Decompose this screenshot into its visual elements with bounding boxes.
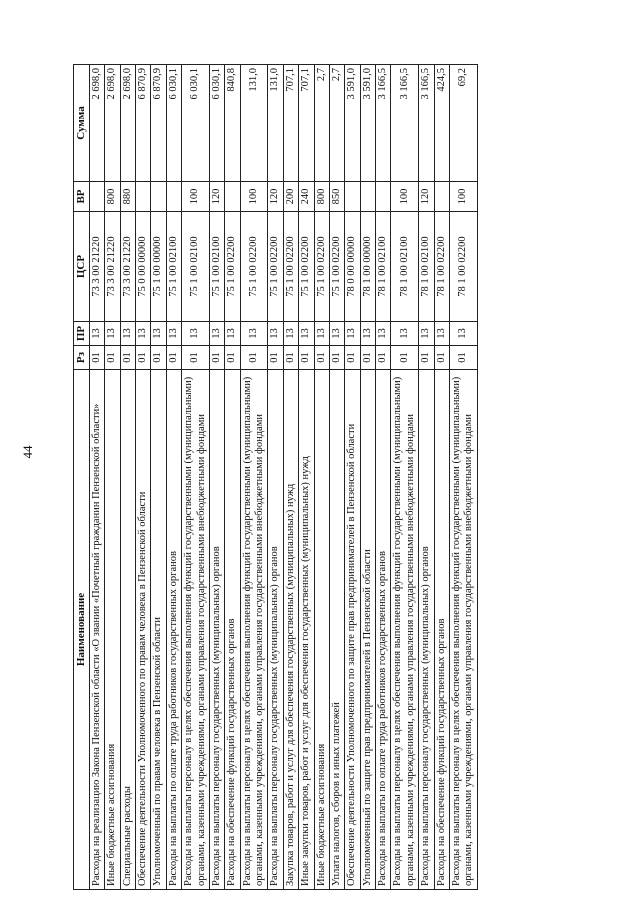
- cell-sum: 3 166,5: [376, 65, 391, 182]
- cell-name: Расходы на выплаты по оплате труда работников государственных органов: [376, 370, 391, 890]
- cell-pr: 13: [182, 322, 210, 346]
- header-csr: ЦСР: [74, 212, 90, 322]
- cell-rz: 01: [105, 346, 120, 370]
- cell-name: Расходы на выплаты персоналу государственных (муниципальных) органов: [209, 370, 224, 890]
- cell-pr: 13: [391, 322, 419, 346]
- budget-table: [73, 64, 478, 890]
- cell-pr: 13: [314, 322, 329, 346]
- cell-vr: 800: [314, 182, 329, 212]
- cell-csr: 73 3 00 21220: [105, 212, 120, 322]
- cell-csr: 78 1 00 00000: [360, 212, 375, 322]
- cell-rz: 01: [299, 346, 314, 370]
- header-pr: ПР: [74, 322, 90, 346]
- cell-pr: 13: [434, 322, 449, 346]
- table-row: [283, 65, 298, 890]
- cell-csr: 78 1 00 02100: [391, 212, 419, 322]
- cell-name: Расходы на выплаты персоналу в целях обеспечения выполнения функций государственными (муниципальными) органами, казенными учреждениями, органами управления государственными внебюджетными фондами: [449, 370, 477, 890]
- cell-sum: 840,8: [225, 65, 240, 182]
- cell-vr: 120: [209, 182, 224, 212]
- cell-pr: 13: [299, 322, 314, 346]
- cell-rz: 01: [329, 346, 344, 370]
- table-row: [105, 65, 120, 890]
- cell-name: Расходы на выплаты персоналу в целях обеспечения выполнения функций государственными (муниципальными) органами, казенными учреждениями, органами управления государственными внебюджетными фондами: [182, 370, 210, 890]
- cell-csr: 75 0 00 00000: [136, 212, 151, 322]
- cell-name: Расходы на выплаты персоналу государственных (муниципальных) органов: [419, 370, 434, 890]
- cell-name: Расходы на выплаты по оплате труда работников государственных органов: [166, 370, 181, 890]
- cell-sum: 424,5: [434, 65, 449, 182]
- cell-vr: [166, 182, 181, 212]
- cell-name: Расходы на обеспечение функций государственных органов: [434, 370, 449, 890]
- cell-csr: 75 1 00 02200: [268, 212, 283, 322]
- cell-name: Уполномоченный по правам человека в Пензенской области: [151, 370, 166, 890]
- table-row: [151, 65, 166, 890]
- cell-csr: 75 1 00 02200: [225, 212, 240, 322]
- table-row: [391, 65, 419, 890]
- cell-sum: 2,7: [329, 65, 344, 182]
- cell-csr: 78 1 00 02100: [419, 212, 434, 322]
- cell-sum: 3 166,5: [391, 65, 419, 182]
- table-row: [209, 65, 224, 890]
- cell-vr: [136, 182, 151, 212]
- cell-vr: [151, 182, 166, 212]
- cell-vr: [434, 182, 449, 212]
- cell-csr: 78 1 00 02200: [449, 212, 477, 322]
- cell-sum: 3 591,0: [360, 65, 375, 182]
- cell-rz: 01: [151, 346, 166, 370]
- cell-name: Обеспечение деятельности Уполномоченного по защите прав предпринимателей в Пензенской области: [345, 370, 360, 890]
- cell-pr: 13: [105, 322, 120, 346]
- table-row: [376, 65, 391, 890]
- table-row: [345, 65, 360, 890]
- cell-name: Иные бюджетные ассигнования: [105, 370, 120, 890]
- cell-rz: 01: [419, 346, 434, 370]
- cell-name: Специальные расходы: [120, 370, 135, 890]
- cell-rz: 01: [268, 346, 283, 370]
- cell-pr: 13: [419, 322, 434, 346]
- cell-name: Расходы на обеспечение функций государственных органов: [225, 370, 240, 890]
- cell-vr: 240: [299, 182, 314, 212]
- cell-sum: 707,1: [283, 65, 298, 182]
- cell-rz: 01: [283, 346, 298, 370]
- cell-csr: 75 1 00 02200: [314, 212, 329, 322]
- cell-sum: 6 030,1: [182, 65, 210, 182]
- cell-rz: 01: [434, 346, 449, 370]
- cell-rz: 01: [182, 346, 210, 370]
- cell-rz: 01: [225, 346, 240, 370]
- cell-sum: 6 030,1: [166, 65, 181, 182]
- cell-sum: 2,7: [314, 65, 329, 182]
- cell-name: Уплата налогов, сборов и иных платежей: [329, 370, 344, 890]
- cell-sum: 6 030,1: [209, 65, 224, 182]
- budget-table-container: [73, 65, 633, 890]
- cell-sum: 131,0: [268, 65, 283, 182]
- table-row: [166, 65, 181, 890]
- cell-csr: 75 1 00 02200: [329, 212, 344, 322]
- header-vr: ВР: [74, 182, 90, 212]
- cell-pr: 13: [268, 322, 283, 346]
- cell-csr: 78 1 00 02200: [434, 212, 449, 322]
- cell-sum: 3 591,0: [345, 65, 360, 182]
- cell-sum: 707,1: [299, 65, 314, 182]
- cell-pr: 13: [283, 322, 298, 346]
- cell-csr: 78 0 00 00000: [345, 212, 360, 322]
- cell-csr: 75 1 00 02200: [283, 212, 298, 322]
- page-number: 44: [20, 445, 35, 459]
- cell-pr: 13: [151, 322, 166, 346]
- cell-vr: [376, 182, 391, 212]
- cell-rz: 01: [360, 346, 375, 370]
- table-row: [240, 65, 268, 890]
- cell-pr: 13: [166, 322, 181, 346]
- cell-pr: 13: [360, 322, 375, 346]
- cell-sum: 131,0: [240, 65, 268, 182]
- cell-pr: 13: [120, 322, 135, 346]
- cell-csr: 75 1 00 02200: [240, 212, 268, 322]
- cell-rz: 01: [314, 346, 329, 370]
- cell-sum: 2 698,0: [89, 65, 104, 182]
- cell-rz: 01: [209, 346, 224, 370]
- cell-vr: [225, 182, 240, 212]
- cell-vr: 120: [419, 182, 434, 212]
- header-name: Наименование: [74, 370, 90, 890]
- cell-vr: 200: [283, 182, 298, 212]
- cell-vr: 100: [449, 182, 477, 212]
- cell-vr: 880: [120, 182, 135, 212]
- cell-name: Расходы на выплаты персоналу в целях обеспечения выполнения функций государственными (муниципальными) органами, казенными учреждениями, органами управления государственными внебюджетными фондами: [391, 370, 419, 890]
- cell-pr: 13: [209, 322, 224, 346]
- cell-sum: 6 870,9: [151, 65, 166, 182]
- cell-pr: 13: [345, 322, 360, 346]
- cell-sum: 2 698,0: [120, 65, 135, 182]
- cell-pr: 13: [449, 322, 477, 346]
- table-row: [360, 65, 375, 890]
- cell-sum: 69,2: [449, 65, 477, 182]
- cell-name: Расходы на реализацию Закона Пензенской области «О звании «Почетный гражданин Пензенской области»: [89, 370, 104, 890]
- cell-rz: 01: [391, 346, 419, 370]
- table-header-row: [74, 65, 90, 890]
- cell-rz: 01: [376, 346, 391, 370]
- table-row: [120, 65, 135, 890]
- cell-vr: [360, 182, 375, 212]
- cell-rz: 01: [345, 346, 360, 370]
- cell-name: Расходы на выплаты персоналу государственных (муниципальных) органов: [268, 370, 283, 890]
- cell-csr: 75 1 00 02100: [182, 212, 210, 322]
- cell-sum: 3 166,5: [419, 65, 434, 182]
- table-row: [182, 65, 210, 890]
- header-sum: Сумма: [74, 65, 90, 182]
- table-row: [329, 65, 344, 890]
- cell-pr: 13: [376, 322, 391, 346]
- cell-vr: 100: [240, 182, 268, 212]
- cell-csr: 75 1 00 00000: [151, 212, 166, 322]
- cell-pr: 13: [240, 322, 268, 346]
- table-row: [136, 65, 151, 890]
- cell-vr: 100: [391, 182, 419, 212]
- cell-name: Иные бюджетные ассигнования: [314, 370, 329, 890]
- cell-vr: 800: [105, 182, 120, 212]
- cell-rz: 01: [136, 346, 151, 370]
- table-body: [89, 65, 477, 890]
- table-row: [314, 65, 329, 890]
- cell-csr: 75 1 00 02100: [209, 212, 224, 322]
- cell-vr: 120: [268, 182, 283, 212]
- cell-name: Иные закупки товаров, работ и услуг для обеспечения государственных (муниципальных) нужд: [299, 370, 314, 890]
- cell-csr: 75 1 00 02200: [299, 212, 314, 322]
- cell-pr: 13: [136, 322, 151, 346]
- table-row: [89, 65, 104, 890]
- table-row: [225, 65, 240, 890]
- header-rz: Рз: [74, 346, 90, 370]
- cell-csr: 73 3 00 21220: [120, 212, 135, 322]
- cell-pr: 13: [225, 322, 240, 346]
- cell-rz: 01: [89, 346, 104, 370]
- table-row: [268, 65, 283, 890]
- cell-sum: 2 698,0: [105, 65, 120, 182]
- cell-csr: 75 1 00 02100: [166, 212, 181, 322]
- cell-name: Расходы на выплаты персоналу в целях обеспечения выполнения функций государственными (муниципальными) органами, казенными учреждениями, органами управления государственными внебюджетными фондами: [240, 370, 268, 890]
- cell-name: Уполномоченный по защите прав предпринимателей в Пензенской области: [360, 370, 375, 890]
- cell-rz: 01: [240, 346, 268, 370]
- table-row: [434, 65, 449, 890]
- cell-rz: 01: [449, 346, 477, 370]
- cell-vr: 850: [329, 182, 344, 212]
- cell-csr: 78 1 00 02100: [376, 212, 391, 322]
- cell-pr: 13: [329, 322, 344, 346]
- cell-pr: 13: [89, 322, 104, 346]
- table-row: [449, 65, 477, 890]
- cell-name: Обеспечение деятельности Уполномоченного по правам человека в Пензенской области: [136, 370, 151, 890]
- cell-vr: [345, 182, 360, 212]
- cell-sum: 6 870,9: [136, 65, 151, 182]
- table-row: [419, 65, 434, 890]
- cell-vr: [89, 182, 104, 212]
- table-row: [299, 65, 314, 890]
- cell-csr: 73 3 00 21220: [89, 212, 104, 322]
- cell-rz: 01: [166, 346, 181, 370]
- cell-vr: 100: [182, 182, 210, 212]
- cell-name: Закупка товаров, работ и услуг для обеспечения государственных (муниципальных) нужд: [283, 370, 298, 890]
- cell-rz: 01: [120, 346, 135, 370]
